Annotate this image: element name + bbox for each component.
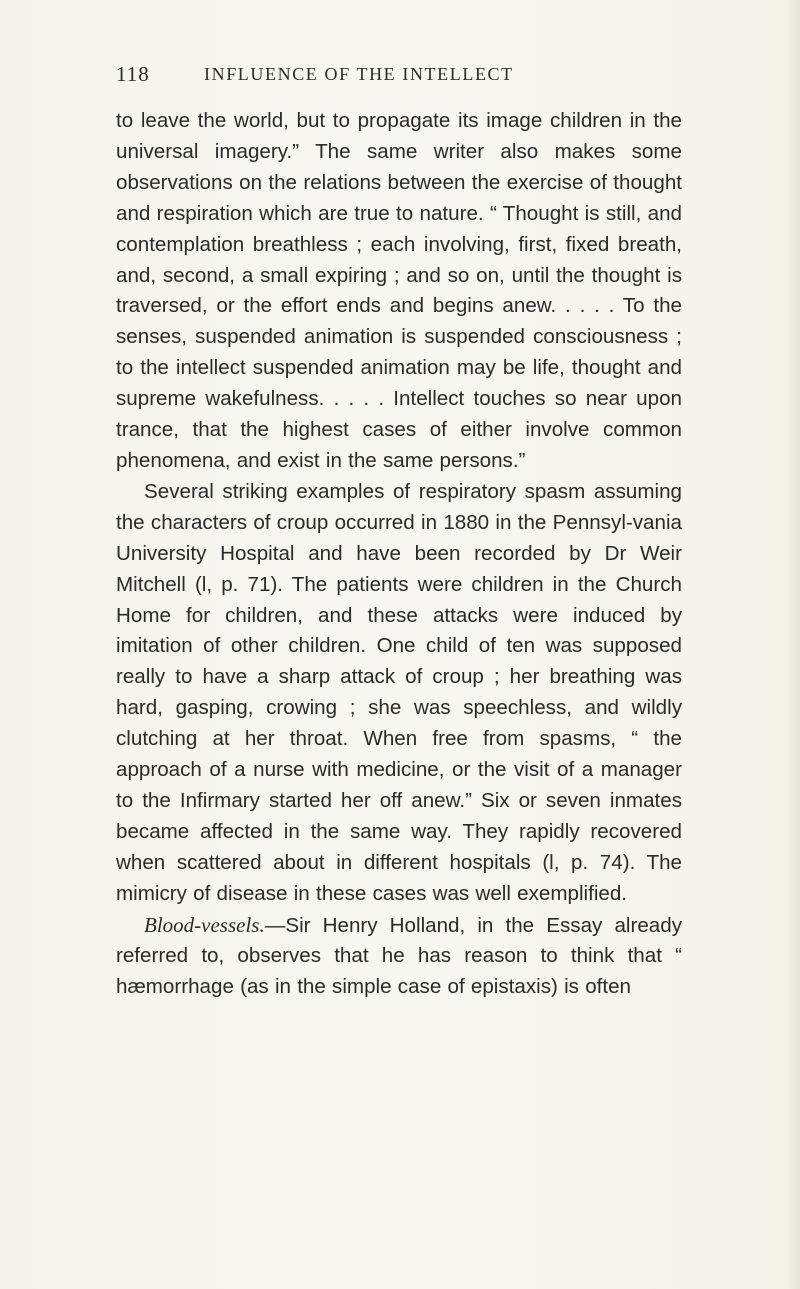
page-number: 118: [116, 62, 150, 86]
paragraph-3: [116, 910, 682, 1004]
paragraph-2-text: Several striking examples of respiratory spasm assuming the characters of croup occurred in 1880 in the Pennsyl-vania University Hospital and have been recorded by Dr Weir Mitchell (l, p. 71). The patients were children in the Church Home for children, and these attacks were induced by imitation of other children. One child of ten was supposed really to have a sharp attack of croup ; her breathing was hard, gasping, crowing ; she was speechless, and wildly clutching at her throat. When free from spasms, “ the approach of a nurse with medicine, or the visit of a manager to the Infirmary started her off anew.” Six or seven inmates became affected in the same way. They rapidly recovered when scattered about in different hospitals (l, p. 74). The mimicry of disease in these cases was well exemplified.: [116, 479, 682, 905]
paragraph-1-text: to leave the world, but to propagate its image children in the universal imagery.” The same writer also makes some observations on the relations between the exercise of thought and respiration which are true to nature. “ Thought is still, and contemplation breathless ; each involving, first, fixed breath, and, second, a small expiring ; and so on, until the thought is traversed, or the effort ends and begins anew. . . . . To the senses, suspended animation is suspended consciousness ; to the intellect suspended animation may be life, thought and supreme wakefulness. . . . . Intellect touches so near upon trance, that the highest cases of either involve common phenomena, and exist in the same persons.”: [116, 109, 682, 472]
paragraph-3-text: —Sir Henry Holland, in the Essay already referred to, observes that he has reason to think that “ hæmorrhage (as in the simple case of epistaxis) is often: [116, 913, 682, 999]
page-edge-shadow: [786, 0, 800, 1289]
page-header: [116, 62, 676, 92]
paragraph-1: [116, 106, 682, 477]
paragraph-2: [116, 477, 682, 910]
running-head: INFLUENCE OF THE INTELLECT: [204, 64, 514, 84]
body-text: [116, 106, 682, 1003]
section-heading-blood-vessels: Blood-vessels.: [144, 912, 265, 937]
